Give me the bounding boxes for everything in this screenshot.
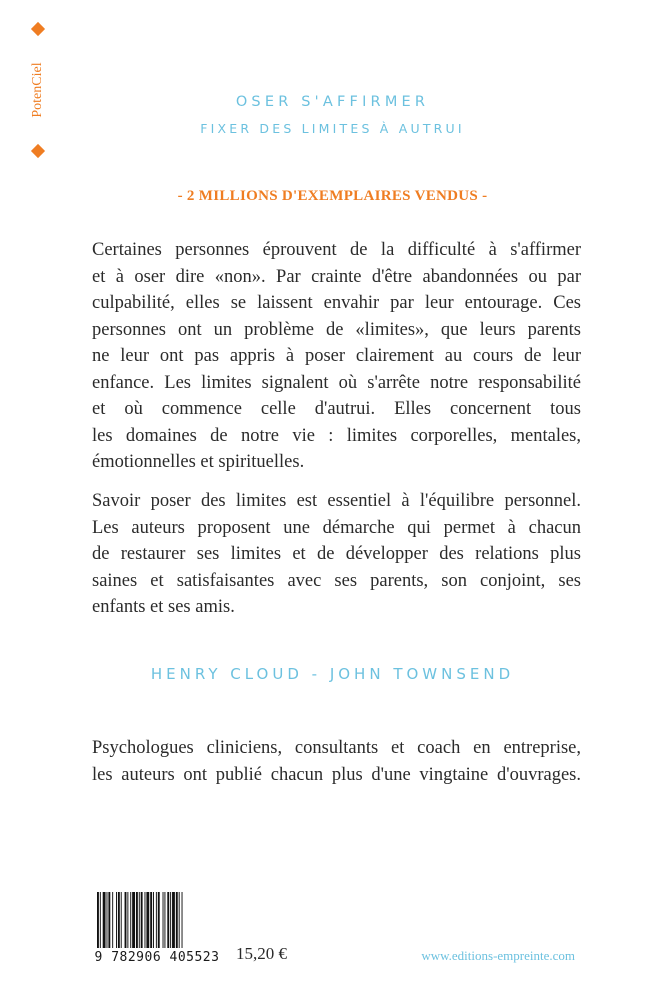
barcode-bar (167, 892, 169, 948)
text-line: et où commence celle d'autrui. Elles concernent tous (92, 399, 581, 419)
publisher-website: www.editions-empreinte.com (421, 948, 575, 963)
text-line: culpabilité, elles se laissent envahir par leur entourage. Ces (92, 293, 581, 313)
text-line: personnes ont un problème de «limites», que leurs parents (92, 319, 581, 340)
barcode-bar (112, 892, 113, 948)
barcode-bar (182, 892, 183, 948)
barcode-bar (132, 892, 135, 948)
text-line: de restaurer ses limites et de développer des relations plus (92, 544, 581, 564)
book-title: OSER S'AFFIRMER (235, 94, 430, 110)
orange-diamond-icon (31, 144, 45, 158)
text-line: Certaines personnes éprouvent de la difficulté à s'affirmer (92, 240, 581, 260)
text-line: enfance. Les limites signalent où s'arrête notre responsabilité (92, 372, 581, 393)
text-line: et à oser dire «non». Par crainte d'être abandonnées ou par (92, 266, 581, 287)
barcode-bar (179, 892, 180, 948)
barcode-bar (108, 892, 110, 948)
barcode-bar (107, 892, 108, 948)
text-line: les domaines de notre vie : limites corporelles, mentales, (92, 425, 581, 446)
sales-banner: - 2 MILLIONS D'EXEMPLAIRES VENDUS - (177, 188, 488, 204)
barcode-bar (145, 892, 146, 948)
barcode-bar (103, 892, 106, 948)
price: 15,20 € (236, 944, 287, 963)
text-line: Savoir poser des limites est essentiel à l'équilibre personnel. (92, 491, 581, 511)
barcode-bar (121, 892, 122, 948)
barcode-bar (141, 892, 143, 948)
text-line: émotionnelles et spirituelles. (92, 452, 305, 472)
text-line: les auteurs ont publié chacun plus d'une vingtaine d'ouvrages. (92, 764, 581, 785)
barcode-bar (139, 892, 140, 948)
text-line: Psychologues cliniciens, consultants et coach en entreprise, (92, 738, 581, 758)
barcode-icon (96, 892, 218, 948)
barcode-bar (172, 892, 175, 948)
isbn-number: 9 782906 405523 (94, 950, 220, 965)
barcode-bar (116, 892, 117, 948)
barcode-bar (118, 892, 120, 948)
barcode-bar (150, 892, 152, 948)
spine-label-area (22, 20, 56, 160)
orange-diamond-icon (31, 22, 45, 36)
barcode-bar (170, 892, 171, 948)
description-paragraph-2 (92, 488, 581, 621)
barcode-bar (100, 892, 101, 948)
barcode-bar (158, 892, 160, 948)
description-paragraph-1 (92, 237, 581, 476)
barcode-bar (156, 892, 157, 948)
text-line: Les auteurs proposent une démarche qui permet à chacun (92, 517, 581, 538)
publisher-collection-label: PotenCiel (30, 62, 45, 118)
book-subtitle: FIXER DES LIMITES À AUTRUI (200, 121, 465, 136)
barcode-bar (163, 892, 164, 948)
barcode-bar (130, 892, 131, 948)
barcode-bar (125, 892, 127, 948)
text-line: enfants et ses amis. (92, 597, 235, 617)
barcode-bar (136, 892, 138, 948)
text-line: ne leur ont pas appris à poser clairement au cours de leur (92, 346, 581, 366)
authors-names: HENRY CLOUD - JOHN TOWNSEND (150, 665, 515, 683)
isbn-barcode (92, 888, 222, 968)
barcode-bar (97, 892, 99, 948)
barcode-bar (146, 892, 149, 948)
barcode-bar (127, 892, 128, 948)
text-line: saines et satisfaisantes avec ses parents, son conjoint, ses (92, 570, 581, 591)
barcode-bar (164, 892, 165, 948)
barcode-bar (176, 892, 178, 948)
authors-bio (92, 735, 581, 788)
barcode-bar (153, 892, 154, 948)
